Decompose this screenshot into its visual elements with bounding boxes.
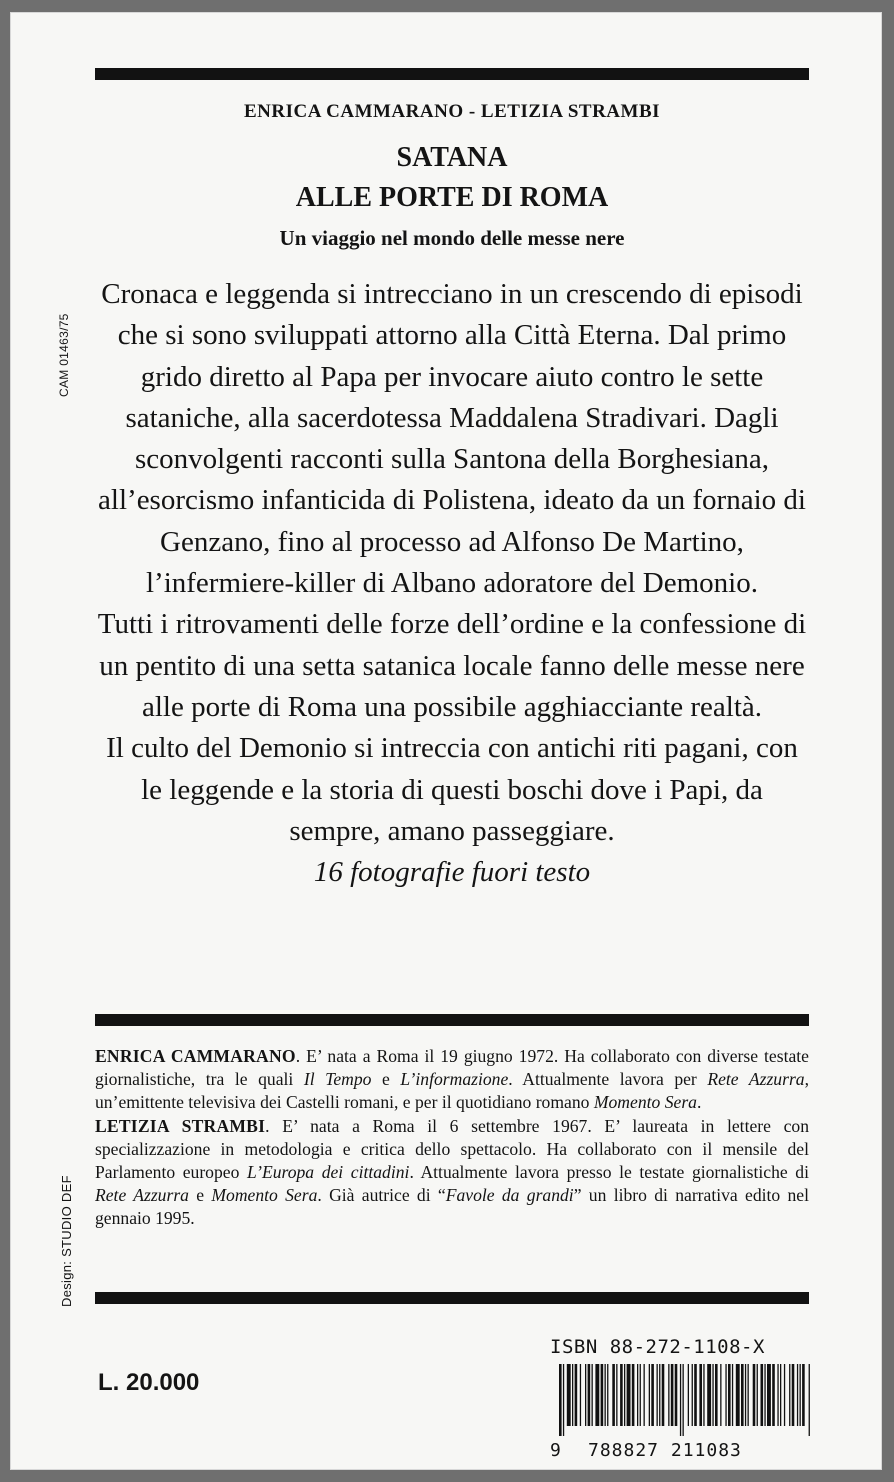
bottom-rule	[95, 1292, 809, 1304]
bio-name: LETIZIA STRAMBI	[95, 1115, 266, 1136]
barcode-icon	[559, 1364, 811, 1436]
author-bio-cammarano: ENRICA CAMMARANO. E’ nata a Roma il 19 giugno 1972. Ha collaborato con diverse testate giornalistiche, tra le quali Il Tempo e L’informazione. Attualmente lavora per Rete Azzurra, un’emittente televisiva dei Castelli romani, e per il quotidiano romano Momento Sera.	[95, 1046, 809, 1113]
authors-line: ENRICA CAMMARANO - LETIZIA STRAMBI	[243, 101, 661, 122]
book-title	[95, 138, 809, 218]
book-subtitle: Un viaggio nel mondo delle messe nere	[279, 226, 625, 250]
middle-rule	[95, 1014, 809, 1026]
catalog-code: CAM 01463/75	[57, 313, 71, 397]
isbn: ISBN 88-272-1108-X	[550, 1336, 765, 1358]
author-bios	[95, 1045, 809, 1231]
barcode-digits: 788827 211083	[588, 1440, 742, 1461]
blurb-paragraph: Cronaca e leggenda si intrecciano in un crescendo di episodi che si sono sviluppati attorno alla Città Eterna. Dal primo grido diretto al Papa per invocare aiuto contro le sette sataniche, alla sacerdotessa Maddalena Stradivari. Dagli sconvolgenti racconti sulla Santona della Borghesiana, all’esorcismo infanticida di Polistena, ideato da un fornaio di Genzano, fino al processo ad Alfonso De Martino, l’infermiere-killer di Albano adoratore del Demonio.	[98, 278, 806, 600]
design-credit: Design: STUDIO DEF	[59, 1175, 74, 1307]
blurb	[95, 274, 809, 893]
title-line-1: SATANA	[396, 142, 508, 173]
back-cover	[10, 12, 882, 1470]
barcode-first-digit: 9	[550, 1440, 562, 1461]
blurb-paragraph: Il culto del Demonio si intreccia con antichi riti pagani, con le leggende e la storia di questi boschi dove i Papi, da sempre, amano passeggiare.	[106, 732, 798, 847]
blurb-paragraph: Tutti i ritrovamenti delle forze dell’ordine e la confessione di un pentito di una setta satanica locale fanno delle messe nere alle porte di Roma una possibile agghiacciante realtà.	[97, 608, 807, 723]
bio-name: ENRICA CAMMARANO	[95, 1046, 296, 1066]
photos-note: 16 fotografie fuori testo	[313, 856, 591, 889]
title-line-2: ALLE PORTE DI ROMA	[295, 182, 609, 213]
price: L. 20.000	[98, 1369, 200, 1396]
top-rule	[95, 68, 809, 80]
author-bio-strambi: LETIZIA STRAMBI. E’ nata a Roma il 6 settembre 1967. E’ laureata in lettere con specializzazione in metodologia e critica dello spettacolo. Ha collaborato con il mensile del Parlamento europeo L’Europa dei cittadini. Attualmente lavora presso le testate giornalistiche di Rete Azzurra e Momento Sera. Già autrice di “Favole da grandi” un libro di narrativa edito nel gennaio 1995.	[95, 1115, 809, 1229]
